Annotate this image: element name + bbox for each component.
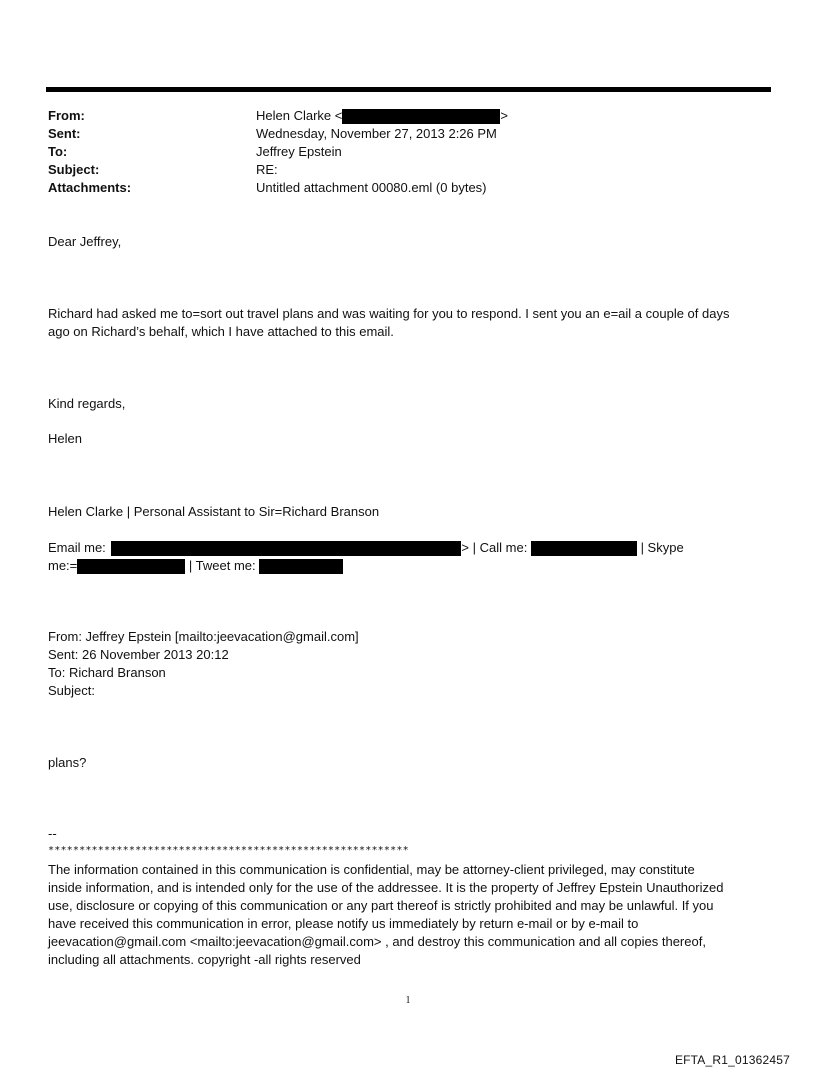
quoted-subject: Subject: <box>48 683 95 698</box>
from-suffix: > <box>500 108 508 123</box>
page-number: 1 <box>405 995 411 1006</box>
tweet-label: | Tweet me: <box>188 558 256 573</box>
body-paragraph-line: ago on Richard’s behalf, which I have attached to this email. <box>48 324 394 339</box>
disclaimer-line: jeevacation@gmail.com <mailto:jeevacation@gmail.com> , and destroy this communication and all copies thereof, <box>48 934 706 949</box>
signature-contact-line <box>48 557 343 575</box>
from-name: Helen Clarke < <box>256 108 343 123</box>
bates-number: EFTA_R1_01362457 <box>674 1053 790 1067</box>
redaction-block <box>77 559 185 574</box>
signature-contact-line <box>48 539 684 557</box>
footer-dashes: -- <box>48 826 57 841</box>
email-label: Email me: <box>48 540 106 555</box>
attachments-value[interactable]: Untitled attachment 00080.eml (0 bytes) <box>256 180 487 195</box>
disclaimer-line: use, disclosure or copying of this communication or any part thereof is strictly prohibited and may be unlawful. If you <box>48 898 714 913</box>
sender-name: Helen <box>48 431 82 446</box>
sent-value: Wednesday, November 27, 2013 2:26 PM <box>256 126 497 141</box>
greeting: Dear Jeffrey, <box>48 234 122 249</box>
skype-label: | Skype <box>640 540 684 555</box>
to-label: To: <box>48 144 68 159</box>
disclaimer-line: have received this communication in error, please notify us immediately by return e-mail or by e-mail to <box>48 916 639 931</box>
from-value <box>256 107 508 125</box>
signature-title: Helen Clarke | Personal Assistant to Sir=Richard Branson <box>48 504 380 519</box>
redaction-block <box>342 109 500 124</box>
email-suffix: > <box>461 540 470 555</box>
to-value: Jeffrey Epstein <box>256 144 342 159</box>
attachments-label: Attachments: <box>48 180 132 195</box>
quoted-sent: Sent: 26 November 2013 20:12 <box>48 647 229 662</box>
body-paragraph-line: Richard had asked me to=sort out travel plans and was waiting for you to respond. I sent you an e=ail a couple of days <box>48 306 730 321</box>
quoted-from: From: Jeffrey Epstein [mailto:jeevacation@gmail.com] <box>48 629 359 644</box>
footer-stars: ********************************************************** <box>48 845 409 856</box>
quoted-to: To: Richard Branson <box>48 665 166 680</box>
closing: Kind regards, <box>48 396 126 411</box>
disclaimer-line: inside information, and is intended only for the use of the addressee. It is the property of Jeffrey Epstein Unauthorized <box>48 880 724 895</box>
from-label: From: <box>48 108 85 123</box>
header-rule <box>46 87 771 92</box>
redaction-block <box>259 559 343 574</box>
subject-value: RE: <box>256 162 278 177</box>
redaction-block <box>531 541 637 556</box>
disclaimer-line: The information contained in this communication is confidential, may be attorney-client privileged, may constitute <box>48 862 695 877</box>
disclaimer-line: including all attachments. copyright -all rights reserved <box>48 952 361 967</box>
redaction-block <box>111 541 461 556</box>
sent-label: Sent: <box>48 126 81 141</box>
subject-label: Subject: <box>48 162 100 177</box>
quoted-body: plans? <box>48 755 87 770</box>
call-label: | Call me: <box>472 540 528 555</box>
skype-cont: me:= <box>48 558 78 573</box>
